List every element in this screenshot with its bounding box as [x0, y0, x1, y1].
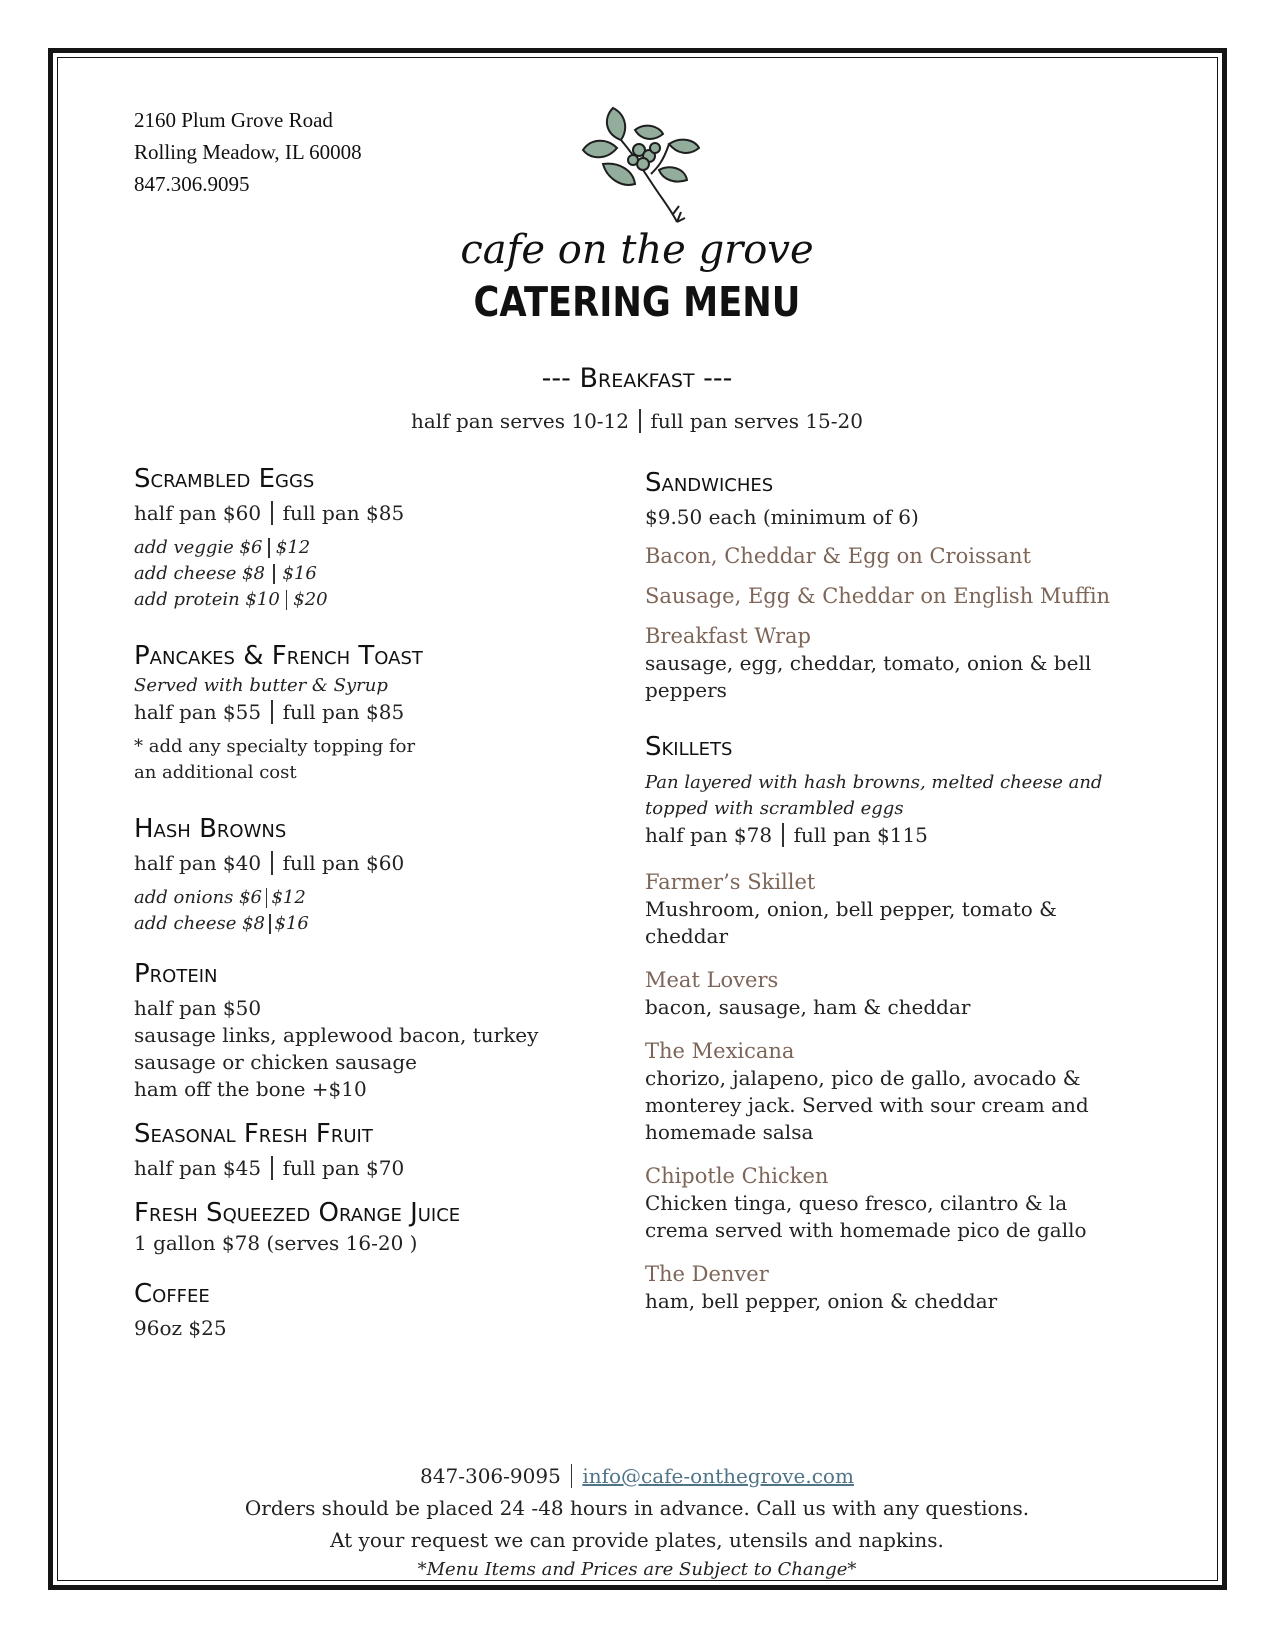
hash-browns-prices: [134, 850, 614, 877]
coffee-title: Coffee: [134, 1279, 210, 1309]
footer-line-1: Orders should be placed 24 -48 hours in advance. Call us with any questions.: [244, 1496, 1030, 1520]
skillets-prices: [645, 822, 1145, 849]
protein-title: Protein: [134, 959, 218, 989]
hash-browns-title: Hash Browns: [134, 814, 287, 844]
menu-item-name: Sausage, Egg & Cheddar on English Muffin: [645, 584, 1111, 608]
menu-item-name: Bacon, Cheddar & Egg on Croissant: [645, 544, 1031, 568]
price-full: full pan $85: [282, 501, 405, 525]
addon-row: add cheese $8 $16: [134, 913, 309, 934]
price-full: full pan $70: [282, 1156, 405, 1180]
footer-phone: 847-306-9095: [420, 1464, 561, 1488]
price-full: full pan $115: [793, 823, 928, 847]
pancakes-title: Pancakes & French Toast: [134, 641, 423, 671]
addon-row: add veggie $6 $12: [134, 537, 311, 558]
coffee-price: 96oz $25: [134, 1316, 227, 1340]
separator: [271, 851, 273, 875]
separator: [273, 564, 275, 584]
fruit-title: Seasonal Fresh Fruit: [134, 1119, 373, 1149]
separator: [266, 888, 268, 908]
section-title: --- Breakfast ---: [541, 363, 733, 394]
footer-email-link[interactable]: info@cafe-onthegrove.com: [582, 1464, 854, 1488]
list-item: Meat Lovers bacon, sausage, ham & cheddar: [645, 967, 1145, 1021]
scrambled-eggs-addons: [134, 535, 614, 613]
addon-row: add protein $10 $20: [134, 589, 328, 610]
price-half: half pan $40: [134, 851, 262, 875]
menu-item-name: The Mexicana: [645, 1039, 795, 1063]
separator: [271, 501, 273, 525]
skillets-desc: Pan layered with hash browns, melted cheese and topped with scrambled eggs: [645, 772, 1103, 819]
serves-line: [287, 408, 987, 434]
pancakes-prices: [134, 699, 614, 726]
separator: [271, 1156, 273, 1180]
coffee-branch-icon: [573, 104, 703, 229]
address-street: 2160 Plum Grove Road: [134, 108, 333, 132]
protein-details: half pan $50 sausage links, applewood bacon, turkey sausage or chicken sausage ham off the bone +$10: [134, 996, 539, 1101]
address-block: [134, 104, 362, 200]
scrambled-eggs-title: Scrambled Eggs: [134, 464, 315, 494]
skillets-title: Skillets: [645, 732, 733, 762]
list-item: The Mexicana chorizo, jalapeno, pico de gallo, avocado & monterey jack. Served with sour cream and homemade salsa: [645, 1038, 1145, 1146]
footer-note: *Menu Items and Prices are Subject to Change*: [417, 1559, 857, 1580]
addon-row: add cheese $8 $16: [134, 563, 317, 584]
footer-contact: [137, 1460, 1137, 1492]
menu-item-name: Breakfast Wrap: [645, 624, 811, 648]
separator: [286, 590, 288, 610]
fruit-prices: [134, 1155, 614, 1182]
price-full: full pan $60: [282, 851, 405, 875]
price-half: half pan $78: [645, 823, 773, 847]
price-half: half pan $55: [134, 700, 262, 724]
menu-item-desc: sausage, egg, cheddar, tomato, onion & bell: [645, 651, 1092, 675]
page-title: CATERING MENU: [473, 278, 801, 326]
price-half: half pan $60: [134, 501, 262, 525]
sandwiches-price: $9.50 each (minimum of 6): [645, 505, 919, 529]
brand-name: cafe on the grove: [460, 227, 814, 273]
pancakes-note: * add any specialty topping for an additional cost: [134, 736, 416, 783]
menu-item-name: The Denver: [645, 1262, 769, 1286]
left-column: [134, 462, 614, 1342]
juice-price: 1 gallon $78 (serves 16-20 ): [134, 1231, 418, 1255]
list-item: Chipotle Chicken Chicken tinga, queso fresco, cilantro & la crema served with homemade pico de gallo: [645, 1163, 1145, 1244]
sandwiches-title: Sandwiches: [645, 468, 774, 498]
address-city: Rolling Meadow, IL 60008: [134, 140, 362, 164]
price-full: full pan $85: [282, 700, 405, 724]
hash-browns-addons: [134, 885, 614, 937]
scrambled-eggs-prices: [134, 500, 614, 527]
menu-item-desc: peppers: [645, 678, 727, 702]
menu-item-name: Meat Lovers: [645, 968, 779, 992]
addon-row: add onions $6 $12: [134, 887, 306, 908]
serves-full: full pan serves 15-20: [650, 409, 863, 433]
list-item: The Denver ham, bell pepper, onion & cheddar: [645, 1261, 1145, 1315]
serves-half: half pan serves 10-12: [411, 409, 629, 433]
footer: [137, 1460, 1137, 1584]
separator: [269, 914, 271, 934]
separator: [782, 823, 784, 847]
list-item: Farmer’s Skillet Mushroom, onion, bell pepper, tomato & cheddar: [645, 869, 1145, 950]
juice-title: Fresh Squeezed Orange Juice: [134, 1198, 461, 1228]
separator: [268, 538, 270, 558]
footer-line-2: At your request we can provide plates, utensils and napkins.: [330, 1528, 944, 1552]
address-phone: 847.306.9095: [134, 172, 250, 196]
separator: [571, 1464, 573, 1488]
pancakes-desc: Served with butter & Syrup: [134, 675, 388, 696]
menu-item-name: Chipotle Chicken: [645, 1164, 829, 1188]
price-half: half pan $45: [134, 1156, 262, 1180]
separator: [271, 700, 273, 724]
menu-item-name: Farmer’s Skillet: [645, 870, 816, 894]
separator: [639, 409, 641, 433]
right-column: [645, 466, 1145, 1315]
